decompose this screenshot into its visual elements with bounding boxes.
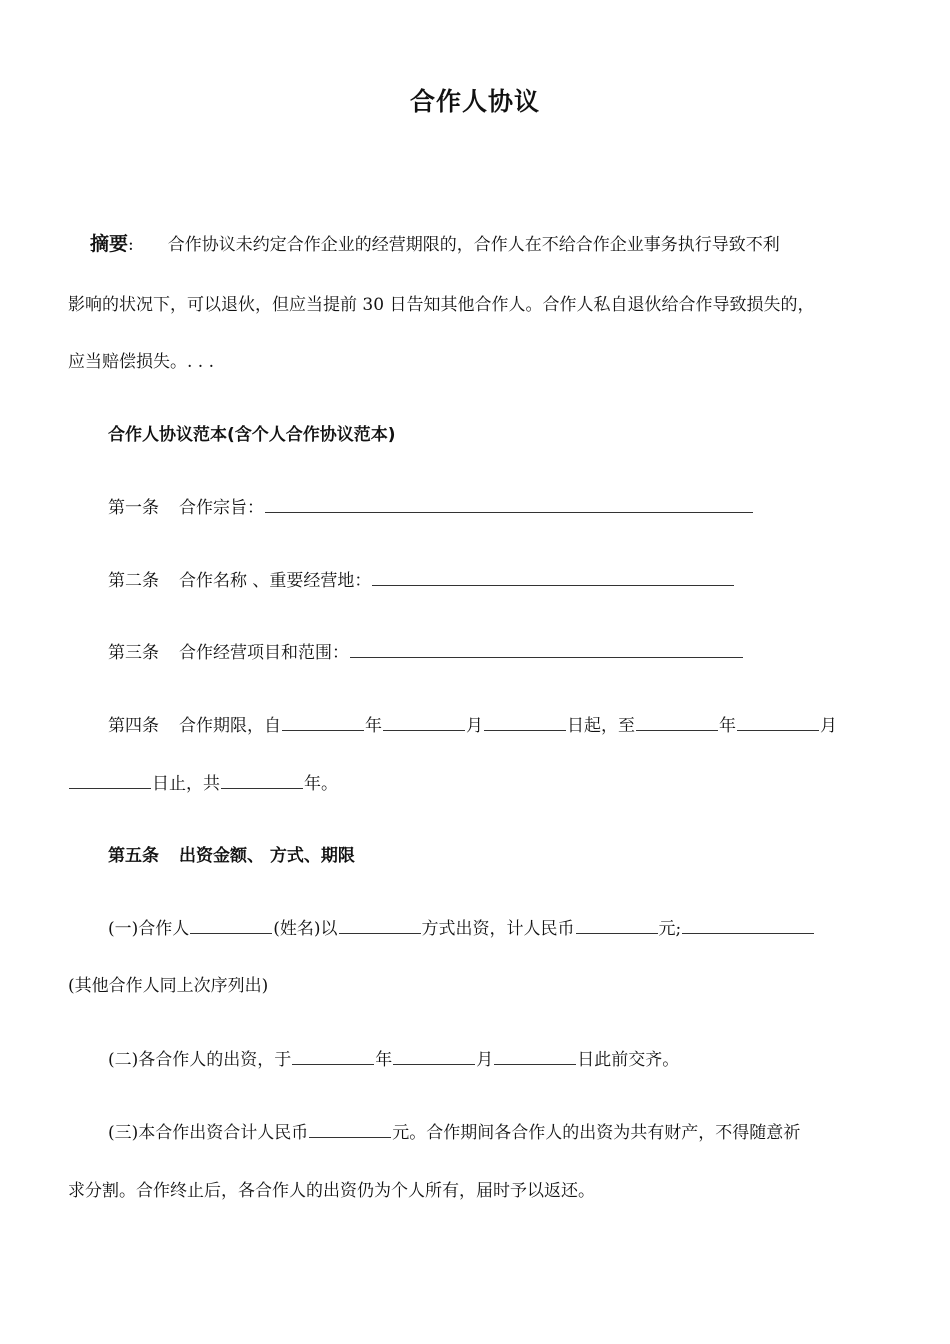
abstract-colon: : [128,235,134,255]
month-label: 月 [466,716,483,736]
end-day-blank[interactable] [69,771,151,789]
article-2 [108,568,735,593]
article-2-number: 第二条 [108,571,159,591]
article-2-text: 合作名称 、重要经营地： [179,571,372,591]
clause-1-text-4: 元; [658,919,682,939]
clause-2-text-1: (二)各合作人的出资，于 [108,1050,292,1070]
other-partner-blank[interactable] [682,916,814,934]
clause-3-line-1 [108,1120,800,1145]
article-1-text: 合作宗旨： [179,498,264,518]
article-3-text: 合作经营项目和范围： [179,643,349,663]
end-year-blank[interactable] [636,713,718,731]
start-month-blank[interactable] [383,713,465,731]
contribution-amount-blank[interactable] [576,916,658,934]
deadline-month-blank[interactable] [393,1047,475,1065]
clause-1-text-2: (姓名)以 [273,919,338,939]
article-1-number: 第一条 [108,498,159,518]
article-4-text-start: 合作期限，自 [179,716,281,736]
document-title: 合作人协议 [409,87,540,116]
start-year-blank[interactable] [282,713,364,731]
abstract-label: 摘要 [90,233,129,255]
abstract-line-1 [90,232,780,257]
abstract-line-2: 影响的状况下，可以退伙，但应当提前 30 日告知其他合作人。合作人私自退伙给合作导致损失的， [68,295,815,315]
start-day-blank[interactable] [484,713,566,731]
clause-1-text-1: (一)合作人 [108,919,190,939]
day-start-label: 日起，至 [567,716,635,736]
day-end-label: 日止，共 [152,774,220,794]
article-4-line-1 [108,713,837,738]
article-1-blank[interactable] [265,495,753,513]
article-5-text: 出资金额、 方式、期限 [179,846,355,866]
agreement-subtitle: 合作人协议范本(含个人合作协议范本) [108,425,396,445]
end-month-blank[interactable] [737,713,819,731]
article-3-number: 第三条 [108,643,159,663]
clause-1-line-1 [108,916,815,941]
year-label: 年 [719,716,736,736]
article-4-number: 第四条 [108,716,159,736]
total-capital-blank[interactable] [309,1120,391,1138]
article-3 [108,640,744,665]
article-2-blank[interactable] [372,568,734,586]
abstract-line-3: 应当赔偿损失。. . . [68,352,215,372]
contribution-method-blank[interactable] [339,916,421,934]
clause-2 [108,1047,679,1072]
article-5-number: 第五条 [108,846,159,866]
clause-1-line-2: (其他合作人同上次序列出) [68,976,269,996]
clause-3-text-2: 元。合作期间各合作人的出资为共有财产，不得随意祈 [392,1123,801,1143]
clause-2-text-end: 日此前交齐。 [577,1050,680,1070]
year-label: 年 [375,1050,393,1070]
abstract-text-1: 合作协议未约定合作企业的经营期限的，合作人在不给合作企业事务执行导致不利 [167,235,780,255]
total-years-blank[interactable] [221,771,303,789]
clause-3-text-1: (三)本合作出资合计人民币 [108,1123,309,1143]
month-label: 月 [820,716,837,736]
clause-3-line-2: 求分割。合作终止后，各合作人的出资仍为个人所有，届时予以返还。 [68,1181,595,1201]
years-label: 年。 [304,774,338,794]
article-3-blank[interactable] [350,640,743,658]
article-5 [108,844,355,868]
deadline-year-blank[interactable] [292,1047,374,1065]
month-label: 月 [476,1050,494,1070]
article-4-line-2 [68,771,338,796]
deadline-day-blank[interactable] [494,1047,576,1065]
article-1 [108,495,754,520]
year-label: 年 [365,716,382,736]
clause-1-text-3: 方式出资，计人民币 [421,919,575,939]
partner-name-blank[interactable] [190,916,272,934]
